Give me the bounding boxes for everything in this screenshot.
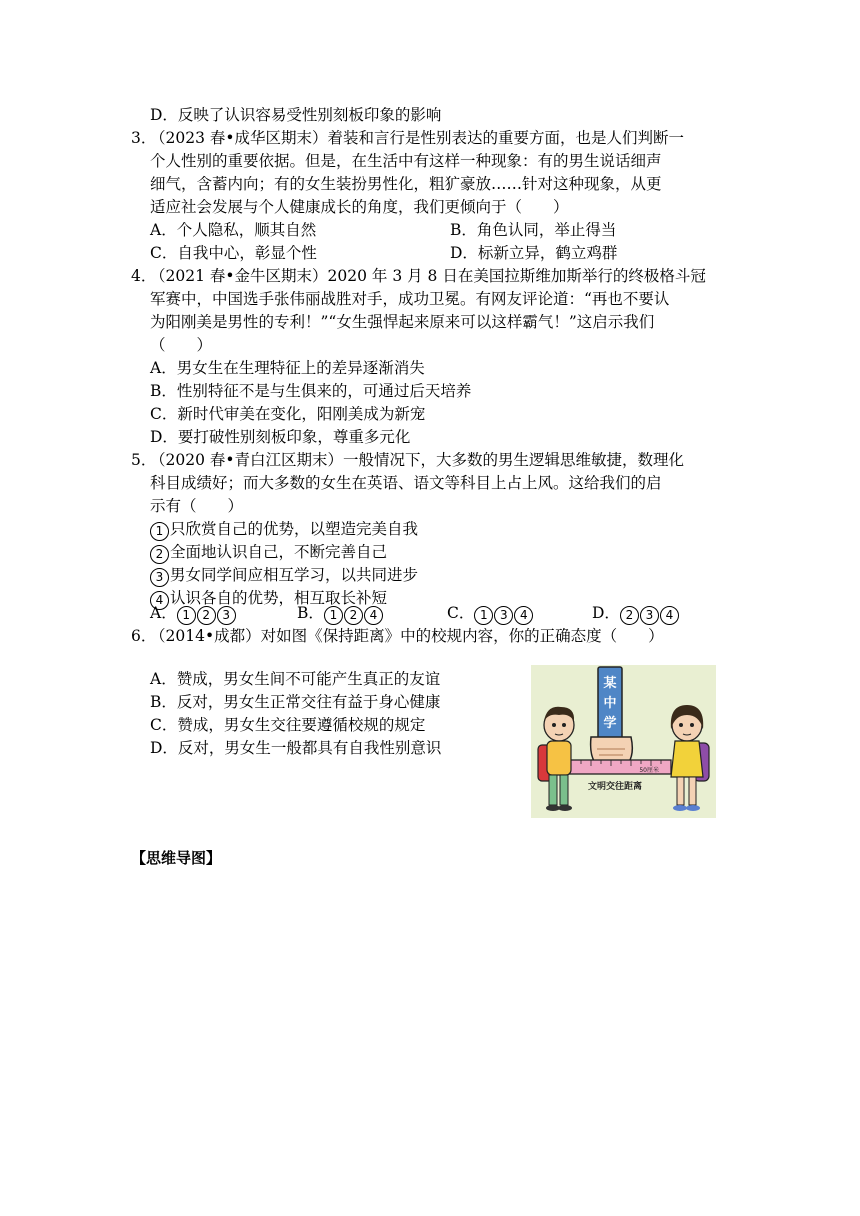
q5-statement-4: 4 认识各自的优势，相互取长补短 bbox=[150, 587, 387, 610]
sign-char-3: 学 bbox=[603, 716, 617, 731]
q3-stem-line-2: 个人性别的重要依据。但是，在生活中有这样一种现象：有的男生说话细声 bbox=[150, 152, 662, 170]
q5-option-b: B． 1 2 4 bbox=[297, 602, 384, 625]
q5-stem-line-1: （2020 春•青白江区期末）一般情况下，大多数的男生逻辑思维敏捷，数理化 bbox=[150, 451, 685, 469]
q3-option-c: C．自我中心，彰显个性 bbox=[150, 244, 317, 262]
q4-option-b: B．性别特征不是与生俱来的，可通过后天培养 bbox=[150, 382, 472, 400]
mindmap-heading: 【思维导图】 bbox=[131, 849, 222, 867]
sign-char-2: 中 bbox=[603, 696, 617, 711]
q4-stem-line-3: 为阳刚美是男性的专利！”“女生强悍起来原来可以这样霸气！”这启示我们 bbox=[150, 313, 655, 331]
q3-stem-line-3: 细气，含蓄内向；有的女生装扮男性化，粗犷豪放……针对这种现象，从更 bbox=[150, 175, 662, 193]
q5-statement-3: 3 男女同学间应相互学习，以共同进步 bbox=[150, 564, 418, 587]
q6-option-c: C．赞成，男女生交往要遵循校规的规定 bbox=[150, 716, 426, 734]
ruler-mark: 50厘米 bbox=[639, 767, 659, 774]
q2-option-d: D．反映了认识容易受性别刻板印象的影响 bbox=[150, 106, 442, 124]
q4-number: 4． bbox=[131, 267, 157, 285]
q5-statement-1: 1 只欣赏自己的优势，以塑造完美自我 bbox=[150, 518, 418, 541]
q4-option-a: A．男女生在生理特征上的差异逐渐消失 bbox=[150, 359, 425, 377]
circled-number: 2 bbox=[150, 545, 169, 564]
circled-number: 3 bbox=[150, 568, 169, 587]
q4-option-d: D．要打破性别刻板印象，尊重多元化 bbox=[150, 428, 411, 446]
q3-option-a: A．个人隐私，顺其自然 bbox=[150, 221, 317, 239]
q4-stem-line-4: （ ） bbox=[150, 336, 213, 354]
q6-number: 6． bbox=[131, 627, 157, 645]
q6-option-b: B．反对，男女生正常交往有益于身心健康 bbox=[150, 693, 441, 711]
q3-number: 3． bbox=[131, 129, 157, 147]
q5-number: 5． bbox=[131, 451, 157, 469]
q4-stem-line-2: 军赛中，中国选手张伟丽战胜对手，成功卫冕。有网友评论道：“再也不要认 bbox=[150, 290, 670, 308]
q3-option-b: B．角色认同，举止得当 bbox=[450, 221, 617, 239]
q4-option-c: C．新时代审美在变化，阳刚美成为新宠 bbox=[150, 405, 426, 423]
circled-number: 4 bbox=[150, 591, 169, 610]
q5-stem-line-3: 示有（ ） bbox=[150, 497, 244, 515]
illustration-caption: 文明交往距离 bbox=[587, 782, 643, 792]
circled-number: 1 bbox=[150, 522, 169, 541]
q5-option-a: A． 1 2 3 bbox=[150, 602, 237, 625]
sign-char-1: 某 bbox=[603, 676, 617, 691]
q5-stem-line-2: 科目成绩好；而大多数的女生在英语、语文等科目上占上风。这给我们的启 bbox=[150, 474, 662, 492]
q3-stem-line-1: （2023 春•成华区期末）着装和言行是性别表达的重要方面，也是人们判断一 bbox=[150, 129, 685, 147]
q5-option-d: D． 2 3 4 bbox=[592, 602, 680, 625]
q6-stem: （2014•成都）对如图《保持距离》中的校规内容，你的正确态度（ ） bbox=[150, 627, 664, 645]
q4-stem-line-1: （2021 春•金牛区期末）2020 年 3 月 8 日在美国拉斯维加斯举行的终极格斗冠 bbox=[150, 267, 706, 285]
q3-stem-line-4: 适应社会发展与个人健康成长的角度，我们更倾向于（ ） bbox=[150, 198, 569, 216]
q5-option-c: C． 1 3 4 bbox=[447, 602, 534, 625]
keep-distance-illustration bbox=[531, 665, 716, 818]
q5-statement-2: 2 全面地认识自己，不断完善自己 bbox=[150, 541, 387, 564]
q3-option-d: D．标新立异，鹤立鸡群 bbox=[450, 244, 618, 262]
q6-option-a: A．赞成，男女生间不可能产生真正的友谊 bbox=[150, 670, 441, 688]
q6-option-d: D．反对，男女生一般都具有自我性别意识 bbox=[150, 739, 442, 757]
